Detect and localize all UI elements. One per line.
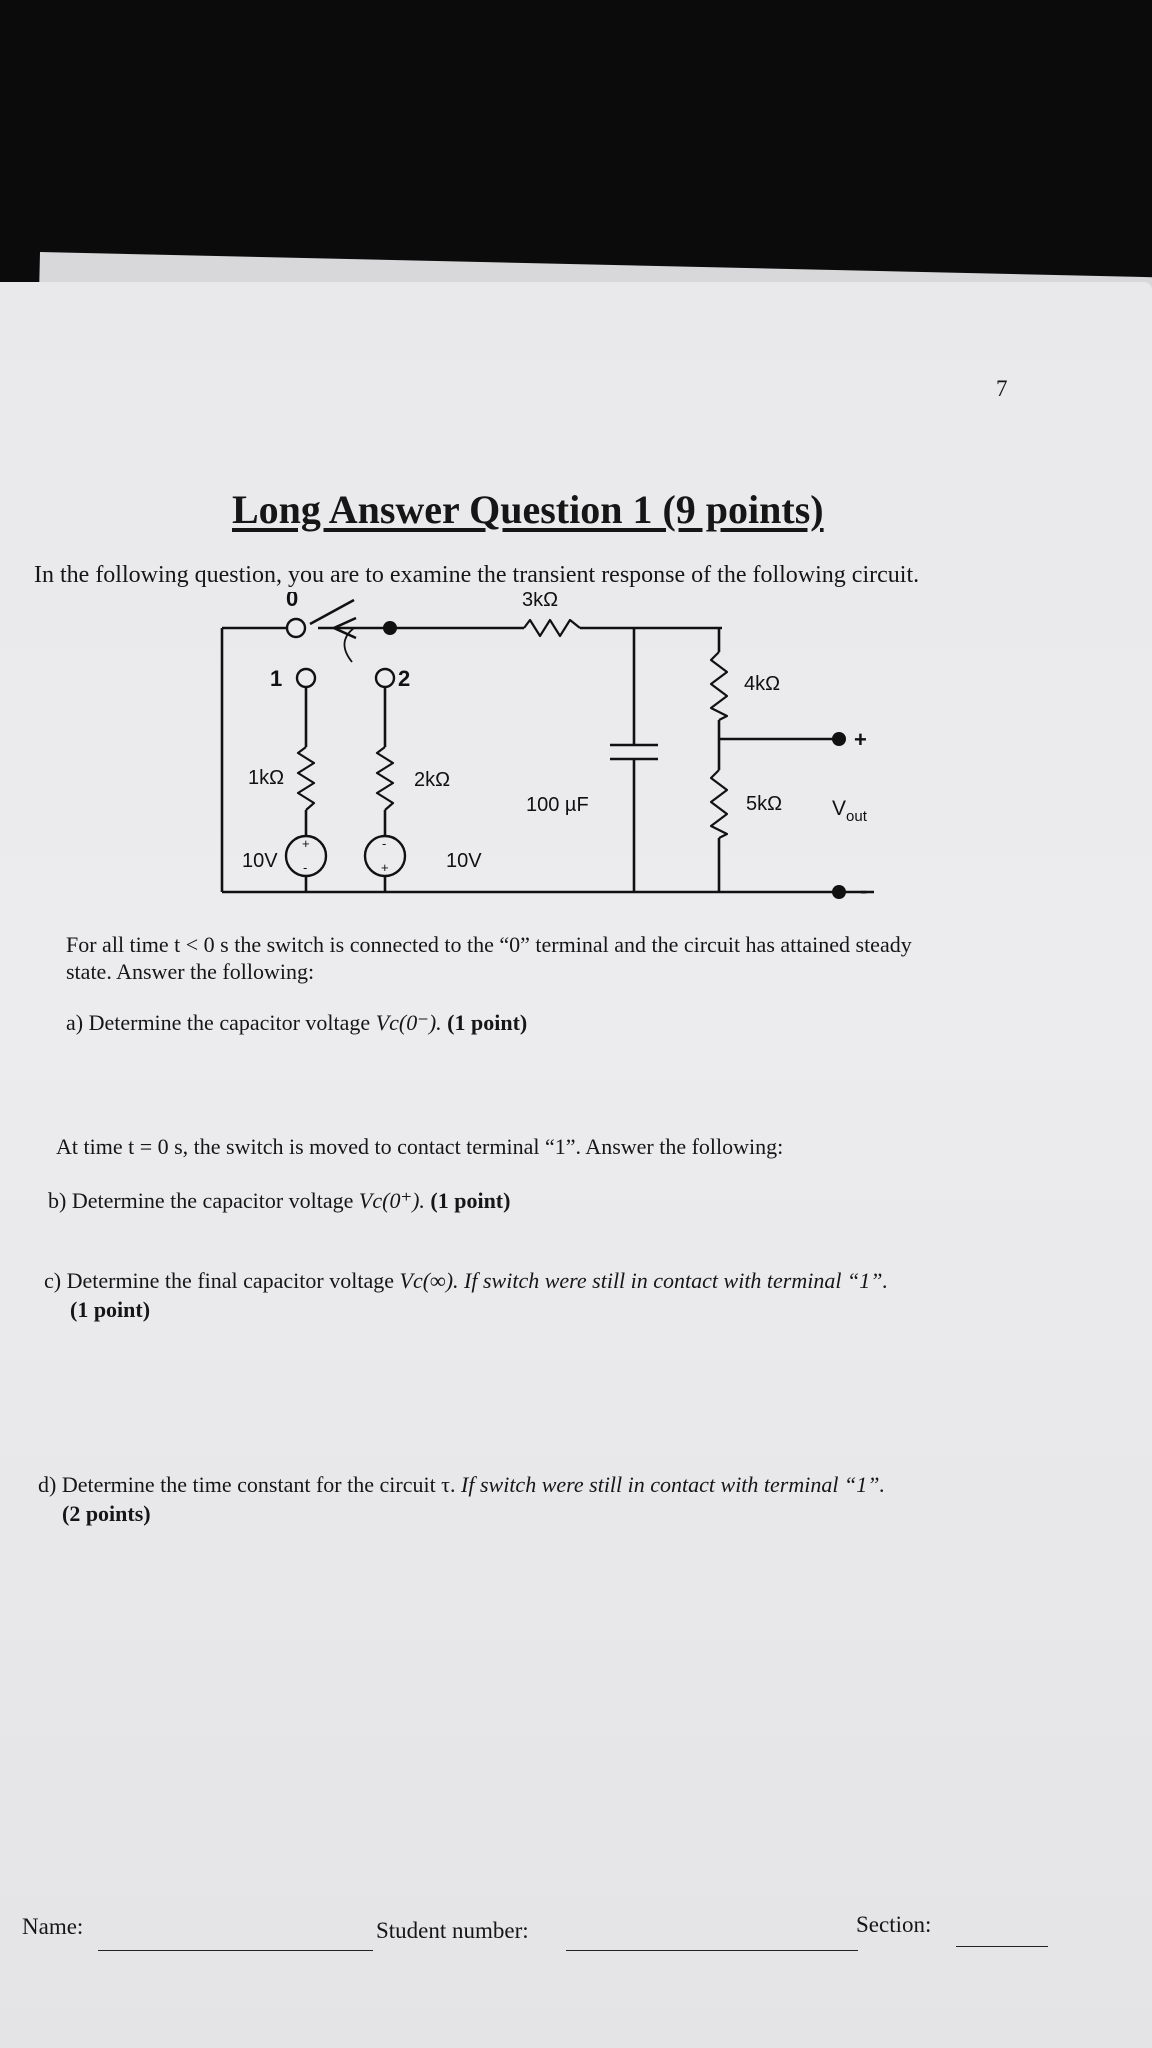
question-title: Long Answer Question 1 (9 points) bbox=[232, 487, 824, 532]
source-1-plus: + bbox=[302, 836, 310, 851]
source-2-minus: - bbox=[382, 836, 387, 851]
source-2-plus: + bbox=[381, 860, 389, 875]
switch-text: At time t = 0 s, the switch is moved to contact terminal “1”. Answer the following: bbox=[56, 1134, 784, 1159]
resistor-5k bbox=[711, 770, 727, 838]
capacitor-label: 100 µF bbox=[526, 794, 589, 816]
resistor-4k bbox=[711, 652, 727, 720]
exam-page bbox=[0, 282, 1152, 2048]
terminal-2-node bbox=[376, 669, 394, 687]
circuit-diagram bbox=[214, 592, 894, 932]
resistor-3k bbox=[524, 620, 580, 636]
terminal-1-node bbox=[297, 669, 315, 687]
question-c-points: (1 point) bbox=[70, 1297, 151, 1322]
vout-minus-node bbox=[832, 885, 846, 899]
student-number-field[interactable] bbox=[566, 1950, 858, 1951]
name-label: Name: bbox=[22, 1914, 84, 1939]
resistor-5k-label: 5kΩ bbox=[746, 793, 783, 815]
vout-plus-label: + bbox=[854, 727, 867, 752]
resistor-1k-label: 1kΩ bbox=[248, 767, 285, 789]
terminal-2-label: 2 bbox=[398, 666, 411, 691]
question-b: b) Determine the capacitor voltage Vc(0⁺). (1 point) bbox=[48, 1188, 511, 1213]
source-1-value: 10V bbox=[242, 850, 278, 872]
name-field[interactable] bbox=[98, 1950, 373, 1951]
resistor-2k-label: 2kΩ bbox=[414, 769, 451, 791]
terminal-1-label: 1 bbox=[270, 666, 283, 691]
resistor-3k-label: 3kΩ bbox=[522, 592, 559, 611]
section-field[interactable] bbox=[956, 1946, 1048, 1947]
resistor-2k bbox=[377, 747, 393, 810]
resistor-1k bbox=[298, 747, 314, 810]
capacitor-symbol bbox=[610, 745, 658, 759]
question-d-points: (2 points) bbox=[62, 1501, 151, 1526]
source-2-value: 10V bbox=[446, 850, 482, 872]
question-c: c) Determine the final capacitor voltage Vc(∞). If switch were still in contact with terminal “1”. bbox=[44, 1268, 888, 1293]
source-1-minus: - bbox=[303, 860, 308, 875]
vout-plus-node bbox=[832, 732, 846, 746]
steady-state-text-line2: state. Answer the following: bbox=[66, 959, 315, 984]
steady-state-text-line1: For all time t < 0 s the switch is connected to the “0” terminal and the circuit has attained steady bbox=[66, 932, 912, 957]
question-d: d) Determine the time constant for the circuit τ. If switch were still in contact with terminal “1”. bbox=[38, 1472, 885, 1497]
resistor-4k-label: 4kΩ bbox=[744, 673, 781, 695]
vout-minus-label: - bbox=[860, 878, 868, 903]
vout-label: $V_{out}$ bbox=[832, 797, 867, 825]
circuit-wires bbox=[222, 600, 874, 892]
page-number: 7 bbox=[996, 376, 1008, 401]
question-a: a) Determine the capacitor voltage Vc(0⁻). (1 point) bbox=[66, 1010, 528, 1035]
switch-pivot-dot bbox=[383, 621, 397, 635]
section-label: Section: bbox=[856, 1912, 932, 1937]
student-number-label: Student number: bbox=[376, 1918, 529, 1943]
terminal-0-label: 0 bbox=[286, 592, 299, 611]
terminal-0-node bbox=[287, 619, 305, 637]
intro-text: In the following question, you are to examine the transient response of the following circuit. bbox=[34, 562, 920, 588]
